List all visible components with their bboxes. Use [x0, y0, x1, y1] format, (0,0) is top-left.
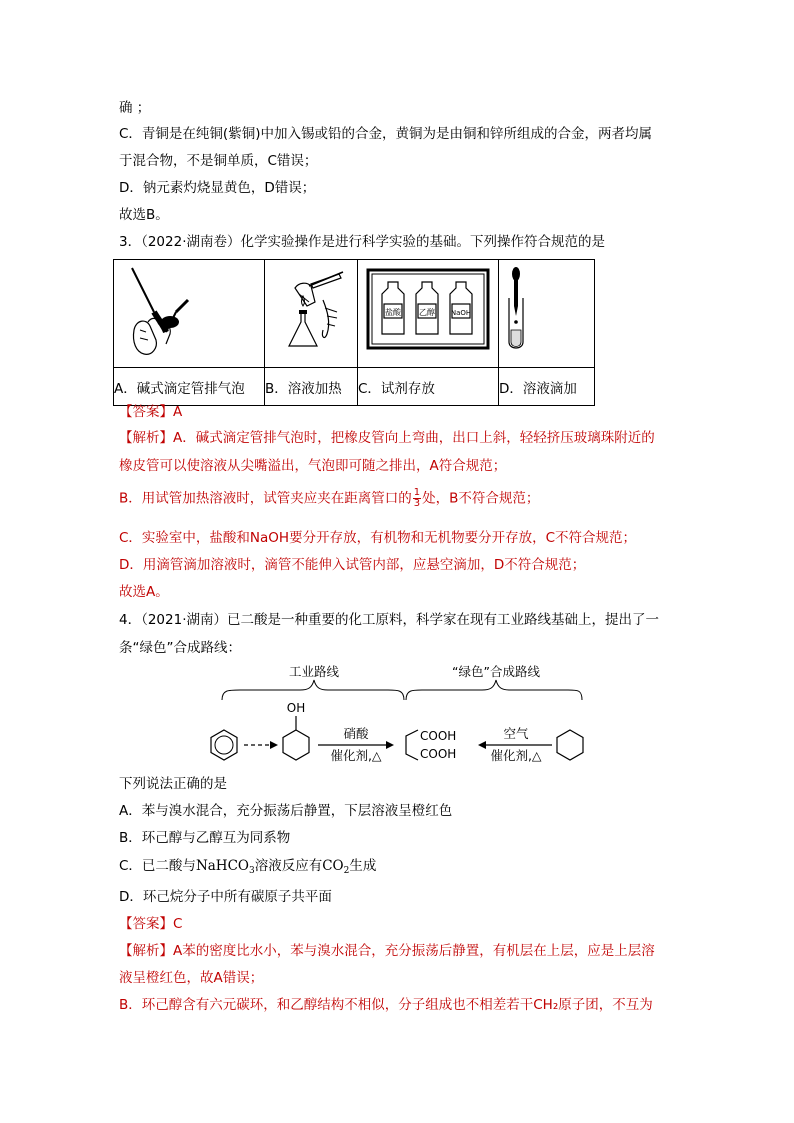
adipic-acid-icon — [406, 730, 418, 760]
option-d-label: D．溶液滴加 — [499, 368, 595, 406]
text-line: C．青铜是在纯铜(紫铜)中加入锡或铅的合金，黄铜为是由铜和锌所组成的合金，两者均属 — [119, 126, 652, 142]
option-a-figure — [114, 260, 265, 368]
q4-stem: 4．（2021·湖南）已二酸是一种重要的化工原料，科学家在现有工业路线基础上，提出了一 — [119, 612, 659, 628]
q3-analysis: D．用滴管滴加溶液时，滴管不能伸入试管内部，应悬空滴加，D不符合规范； — [119, 557, 586, 573]
cyclohexanol-icon — [283, 716, 309, 760]
q3-conclusion: 故选A。 — [119, 584, 169, 600]
synthesis-route-diagram — [200, 664, 590, 774]
text-line: 故选B。 — [119, 207, 169, 223]
q4-answer: 【答案】C — [119, 916, 183, 932]
burette-icon — [114, 260, 264, 363]
q3-answer: 【答案】A — [119, 404, 183, 420]
bottle-label: NaOH — [450, 309, 472, 317]
q4-option-d: D．环己烷分子中所有碳原子共平面 — [119, 889, 332, 905]
q3-analysis: C．实验室中，盐酸和NaOH要分开存放，有机物和无机物要分开存放，C不符合规范； — [119, 530, 637, 546]
cooh-label: COOH — [420, 729, 457, 743]
q3-options-table — [113, 259, 595, 406]
benzene-icon — [211, 730, 237, 760]
text-line: 确 ； — [119, 100, 151, 116]
heating-test-tube-icon — [265, 260, 357, 363]
option-b-figure — [265, 260, 358, 368]
route-label-green: “绿色”合成路线 — [452, 664, 540, 679]
condition-label: 催化剂,△ — [330, 748, 382, 763]
cyclohexane-icon — [557, 730, 583, 760]
q4-option-c: C．已二酸与NaHCO$_3$溶液反应有$CO_2$生成 — [119, 858, 377, 876]
option-c-figure — [358, 260, 499, 368]
q4-prompt: 下列说法正确的是 — [119, 776, 227, 792]
option-b-label: B．溶液加热 — [265, 368, 358, 406]
option-c-label: C．试剂存放 — [358, 368, 499, 406]
reagent-label: 硝酸 — [343, 726, 369, 741]
dropper-test-tube-icon — [499, 260, 594, 363]
q3-analysis: 【解析】A．碱式滴定管排气泡时，把橡皮管向上弯曲，出口上斜，轻轻挤压玻璃珠附近的 — [119, 430, 655, 446]
route-label-industrial: 工业路线 — [288, 664, 340, 679]
q3-analysis: 橡皮管可以使溶液从尖嘴溢出，气泡即可随之排出，A符合规范； — [119, 458, 507, 474]
q4-analysis: 液呈橙红色，故A错误； — [119, 970, 264, 986]
q4-option-b: B．环己醇与乙醇互为同系物 — [119, 830, 291, 846]
condition-label: 催化剂,△ — [490, 748, 542, 763]
analysis-text: 处，B不符合规范； — [422, 490, 540, 507]
q3-stem: 3．（2022·湖南卷）化学实验操作是进行科学实验的基础。下列操作符合规范的是 — [119, 234, 605, 250]
text-line: D．钠元素灼烧显黄色，D错误； — [119, 180, 316, 196]
cooh-label: COOH — [420, 747, 457, 761]
text-line: 于混合物，不是铜单质，C错误； — [119, 153, 318, 169]
reagent-cabinet-icon — [358, 260, 498, 363]
option-d-figure — [499, 260, 595, 368]
analysis-text: B．用试管加热溶液时，试管夹应夹在距离管口的 — [119, 490, 412, 507]
q3-analysis-b — [119, 488, 539, 509]
fraction: $\frac{1}{3}$ — [413, 487, 421, 509]
bottle-label: 乙醇 — [419, 308, 435, 317]
reagent-label: 空气 — [503, 726, 529, 741]
option-a-label: A．碱式滴定管排气泡 — [114, 368, 265, 406]
q4-analysis: B．环己醇含有六元碳环，和乙醇结构不相似，分子组成也不相差若干CH₂原子团，不互为 — [119, 997, 653, 1013]
bottle-label: 盐酸 — [385, 308, 401, 317]
q4-option-a: A．苯与溴水混合，充分振荡后静置，下层溶液呈橙红色 — [119, 803, 453, 819]
oh-label: OH — [286, 701, 306, 715]
q4-stem: 条“绿色”合成路线： — [119, 640, 241, 656]
q4-analysis: 【解析】A苯的密度比水小，苯与溴水混合，充分振荡后静置，有机层在上层，应是上层溶 — [119, 943, 655, 959]
